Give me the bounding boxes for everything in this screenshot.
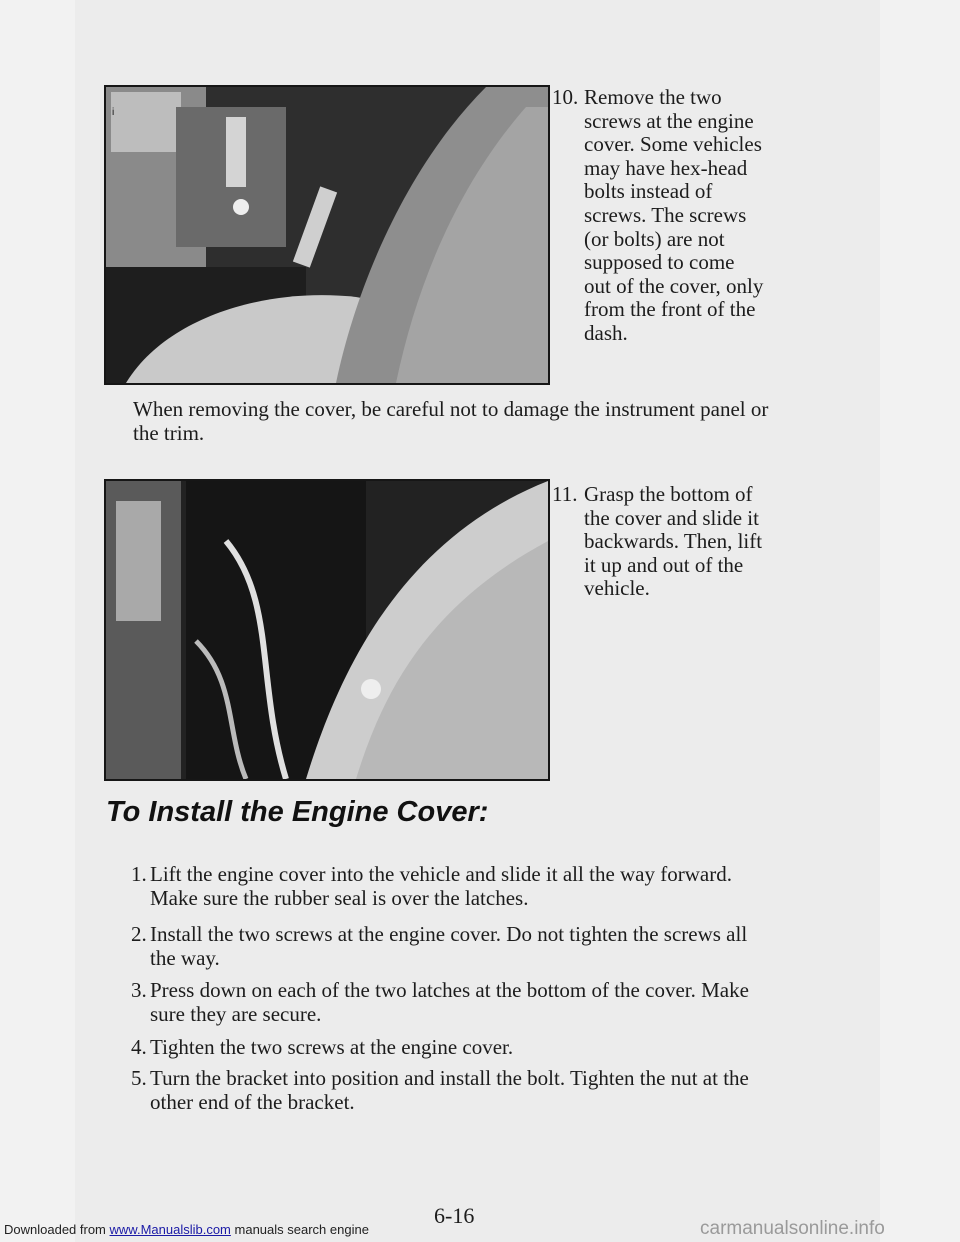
install-step-number: 5. bbox=[131, 1066, 147, 1090]
step-11 bbox=[552, 483, 772, 663]
install-step-text: Install the two screws at the engine cover. Do not tighten the screws all the way. bbox=[150, 922, 748, 970]
install-step-text: Tighten the two screws at the engine cover. bbox=[150, 1035, 514, 1059]
install-step-number: 4. bbox=[131, 1035, 147, 1059]
install-step-number: 3. bbox=[131, 978, 147, 1002]
manualslib-link[interactable]: www.Manualslib.com bbox=[109, 1222, 231, 1237]
download-footer bbox=[4, 1222, 369, 1237]
section-title: To Install the Engine Cover: bbox=[106, 796, 489, 828]
footer-suffix: manuals search engine bbox=[234, 1222, 369, 1237]
install-step-text: Turn the bracket into position and install the bolt. Tighten the nut at the other end of the bracket. bbox=[150, 1066, 749, 1114]
engine-cover-screws-photo bbox=[104, 85, 550, 385]
step-11-text: Grasp the bottom of the cover and slide it backwards. Then, lift it up and out of the vehicle. bbox=[584, 482, 763, 601]
install-step-text: Press down on each of the two latches at the bottom of the cover. Make sure they are secure. bbox=[150, 978, 749, 1026]
step-10-text: Remove the two screws at the engine cover. Some vehicles may have hex-head bolts instead of screws. The screws (or bolts) are not supposed to come out of the cover, only from the front of the dash. bbox=[584, 85, 764, 345]
photo1-label: i bbox=[112, 107, 115, 118]
step-10 bbox=[552, 86, 772, 386]
install-step-text: Lift the engine cover into the vehicle and slide it all the way forward. Make sure the rubber seal is over the latches. bbox=[150, 862, 732, 910]
footer-prefix: Downloaded from bbox=[4, 1222, 106, 1237]
page-number: 6-16 bbox=[434, 1203, 475, 1228]
caution-paragraph: When removing the cover, be careful not to damage the instrument panel or the trim. bbox=[133, 397, 769, 445]
step-10-number: 10. bbox=[552, 85, 579, 109]
install-step-number: 1. bbox=[131, 862, 147, 886]
install-step-number: 2. bbox=[131, 922, 147, 946]
step-11-number: 11. bbox=[552, 482, 578, 506]
watermark: carmanualsonline.info bbox=[700, 1218, 885, 1239]
cover-removal-photo bbox=[104, 479, 550, 781]
